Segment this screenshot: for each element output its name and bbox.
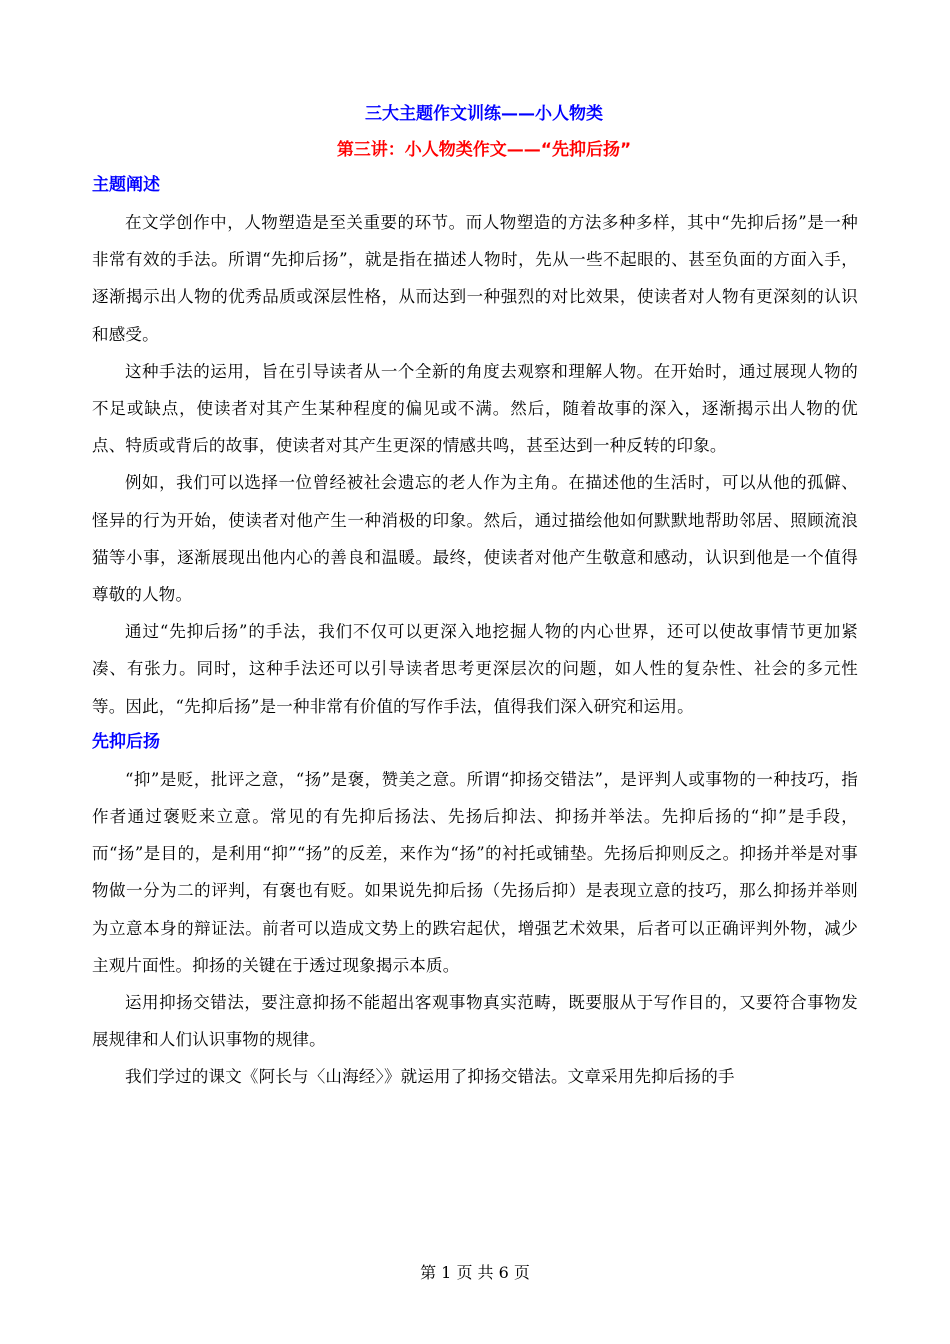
paragraph: 在文学创作中，人物塑造是至关重要的环节。而人物塑造的方法多种多样，其中“先抑后扬”是一种非常有效的手法。所谓“先抑后扬”，就是指在描述人物时，先从一些不起眼的、甚至负面的方面入手，逐渐揭示出人物的优秀品质或深层性格，从而达到一种强烈的对比效果，使读者对人物有更深刻的认识和感受。 bbox=[92, 213, 858, 344]
document-title: 三大主题作文训练——小人物类 bbox=[365, 104, 603, 124]
paragraph: 通过“先抑后扬”的手法，我们不仅可以更深入地挖掘人物的内心世界，还可以使故事情节更加紧凑、有张力。同时，这种手法还可以引导读者思考更深层次的问题，如人性的复杂性、社会的多元性等。因此，“先抑后扬”是一种非常有价值的写作手法，值得我们深入研究和运用。 bbox=[92, 622, 858, 716]
section-technique bbox=[92, 727, 858, 1096]
document-page bbox=[92, 96, 858, 1096]
document-subtitle: 第三讲：小人物类作文——“先抑后扬” bbox=[336, 140, 632, 160]
paragraph: 例如，我们可以选择一位曾经被社会遗忘的老人作为主角。在描述他的生活时，可以从他的孤僻、怪异的行为开始，使读者对他产生一种消极的印象。然后，通过描绘他如何默默地帮助邻居、照顾流浪猫等小事，逐渐展现出他内心的善良和温暖。最终，使读者对他产生敬意和感动，认识到他是一个值得尊敬的人物。 bbox=[92, 473, 858, 605]
paragraph: 这种手法的运用，旨在引导读者从一个全新的角度去观察和理解人物。在开始时，通过展现人物的不足或缺点，使读者对其产生某种程度的偏见或不满。然后，随着故事的深入，逐渐揭示出人物的优点、特质或背后的故事，使读者对其产生更深的情感共鸣，甚至达到一种反转的印象。 bbox=[92, 361, 858, 456]
paragraph: 运用抑扬交错法，要注意抑扬不能超出客观事物真实范畴，既要服从于写作目的，又要符合事物发展规律和人们认识事物的规律。 bbox=[92, 993, 858, 1050]
paragraph: 我们学过的课文《阿长与〈山海经〉》就运用了抑扬交错法。文章采用先抑后扬的手 bbox=[125, 1067, 735, 1087]
section-heading: 主题阐述 bbox=[92, 175, 160, 195]
page-footer: 第 1 页 共 6 页 bbox=[420, 1263, 530, 1282]
paragraph: “抑”是贬，批评之意，“扬”是褒，赞美之意。所谓“抑扬交错法”，是评判人或事物的一种技巧，指作者通过褒贬来立意。常见的有先抑后扬法、先扬后抑法、抑扬并举法。先抑后扬的“抑”是手段，而“扬”是目的，是利用“抑”“扬”的反差，来作为“扬”的衬托或铺垫。先扬后抑则反之。抑扬并举是对事物做一分为二的评判，有褒也有贬。如果说先抑后扬（先扬后抑）是表现立意的技巧，那么抑扬并举则为立意本身的辩证法。前者可以造成文势上的跌宕起伏，增强艺术效果，后者可以正确评判外物，减少主观片面性。抑扬的关键在于透过现象揭示本质。 bbox=[92, 769, 858, 975]
section-heading: 先抑后扬 bbox=[92, 731, 160, 752]
section-theme bbox=[92, 170, 858, 725]
